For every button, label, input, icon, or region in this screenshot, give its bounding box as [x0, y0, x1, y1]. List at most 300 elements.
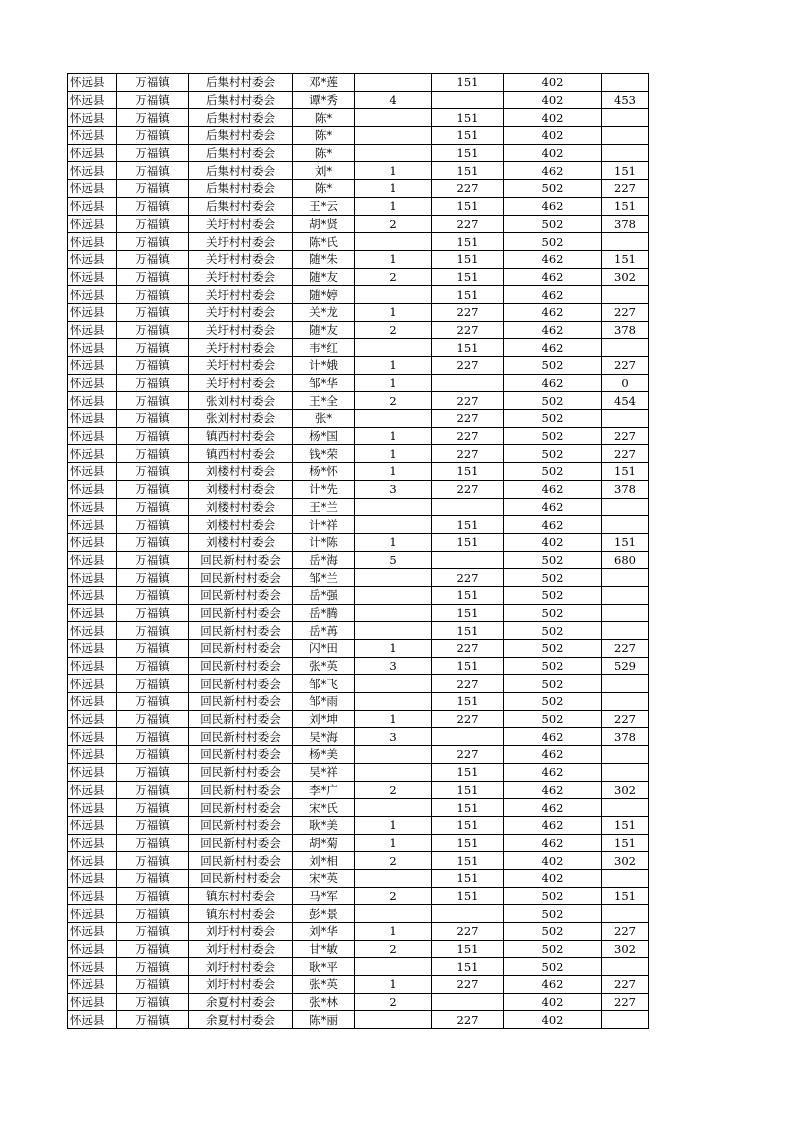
cell-village: 刘楼村村委会: [189, 516, 293, 534]
cell-v3: [602, 127, 649, 145]
cell-v1: 151: [432, 958, 504, 976]
cell-count: [355, 569, 432, 587]
cell-v1: [432, 993, 504, 1011]
cell-count: [355, 144, 432, 162]
cell-name: 邹*飞: [293, 675, 355, 693]
cell-v2: 462: [504, 746, 602, 764]
cell-county: 怀远县: [68, 887, 117, 905]
cell-county: 怀远县: [68, 162, 117, 180]
cell-v2: 462: [504, 976, 602, 994]
cell-count: [355, 410, 432, 428]
cell-village: 回民新村村委会: [189, 604, 293, 622]
cell-county: 怀远县: [68, 551, 117, 569]
table-row: [68, 516, 649, 534]
cell-village: 回民新村村委会: [189, 763, 293, 781]
cell-v3: [602, 604, 649, 622]
cell-v2: 502: [504, 463, 602, 481]
cell-county: 怀远县: [68, 675, 117, 693]
cell-county: 怀远县: [68, 357, 117, 375]
cell-village: 镇西村村委会: [189, 427, 293, 445]
cell-v3: [602, 569, 649, 587]
cell-v3: 151: [602, 533, 649, 551]
cell-v3: 378: [602, 728, 649, 746]
cell-v1: 227: [432, 180, 504, 198]
cell-village: 关圩村村委会: [189, 303, 293, 321]
cell-count: 2: [355, 215, 432, 233]
table-row: [68, 109, 649, 127]
records-table: [67, 73, 649, 1029]
cell-name: 邓*莲: [293, 74, 355, 92]
cell-county: 怀远县: [68, 586, 117, 604]
cell-v1: 227: [432, 215, 504, 233]
cell-v1: 151: [432, 604, 504, 622]
cell-v1: 151: [432, 852, 504, 870]
cell-village: 关圩村村委会: [189, 321, 293, 339]
cell-v2: 502: [504, 569, 602, 587]
cell-v2: 462: [504, 498, 602, 516]
cell-v2: 462: [504, 799, 602, 817]
cell-name: 甘*敏: [293, 940, 355, 958]
cell-name: 李*广: [293, 781, 355, 799]
cell-name: 宋*英: [293, 869, 355, 887]
cell-v2: 462: [504, 303, 602, 321]
cell-county: 怀远县: [68, 533, 117, 551]
cell-count: 1: [355, 923, 432, 941]
cell-v1: 227: [432, 640, 504, 658]
cell-name: 吴*祥: [293, 763, 355, 781]
cell-town: 万福镇: [117, 374, 189, 392]
table-row: [68, 993, 649, 1011]
cell-village: 回民新村村委会: [189, 834, 293, 852]
cell-name: 张*英: [293, 976, 355, 994]
cell-v1: 151: [432, 109, 504, 127]
cell-count: 2: [355, 321, 432, 339]
cell-count: 3: [355, 728, 432, 746]
cell-town: 万福镇: [117, 250, 189, 268]
cell-town: 万福镇: [117, 940, 189, 958]
cell-v3: 227: [602, 303, 649, 321]
cell-count: 1: [355, 427, 432, 445]
cell-v2: 462: [504, 162, 602, 180]
cell-v3: [602, 498, 649, 516]
cell-v2: 502: [504, 392, 602, 410]
cell-name: 闪*田: [293, 640, 355, 658]
cell-v3: 453: [602, 91, 649, 109]
cell-name: 杨*美: [293, 746, 355, 764]
cell-town: 万福镇: [117, 958, 189, 976]
cell-county: 怀远县: [68, 233, 117, 251]
cell-village: 刘楼村村委会: [189, 498, 293, 516]
cell-county: 怀远县: [68, 763, 117, 781]
cell-count: 2: [355, 887, 432, 905]
cell-count: 1: [355, 816, 432, 834]
table-row: [68, 215, 649, 233]
cell-village: 刘圩村村委会: [189, 923, 293, 941]
cell-v3: 151: [602, 197, 649, 215]
cell-name: 随*朱: [293, 250, 355, 268]
cell-village: 镇西村村委会: [189, 445, 293, 463]
cell-v1: [432, 728, 504, 746]
cell-v3: 302: [602, 852, 649, 870]
cell-village: 后集村村委会: [189, 197, 293, 215]
cell-count: [355, 604, 432, 622]
cell-v3: 529: [602, 657, 649, 675]
cell-county: 怀远县: [68, 746, 117, 764]
cell-name: 刘*: [293, 162, 355, 180]
cell-name: 胡*菊: [293, 834, 355, 852]
cell-count: 1: [355, 357, 432, 375]
table-row: [68, 427, 649, 445]
cell-name: 吴*海: [293, 728, 355, 746]
table-row: [68, 940, 649, 958]
cell-county: 怀远县: [68, 339, 117, 357]
table-row: [68, 498, 649, 516]
table-row: [68, 286, 649, 304]
cell-v2: 462: [504, 516, 602, 534]
cell-v3: 302: [602, 268, 649, 286]
cell-v1: 151: [432, 533, 504, 551]
cell-county: 怀远县: [68, 268, 117, 286]
cell-village: 回民新村村委会: [189, 746, 293, 764]
table-row: [68, 180, 649, 198]
cell-v3: 302: [602, 781, 649, 799]
cell-name: 关*龙: [293, 303, 355, 321]
cell-v3: 227: [602, 993, 649, 1011]
cell-count: [355, 763, 432, 781]
cell-count: [355, 1011, 432, 1029]
cell-v1: 151: [432, 586, 504, 604]
table-row: [68, 905, 649, 923]
cell-village: 回民新村村委会: [189, 657, 293, 675]
cell-v2: 402: [504, 91, 602, 109]
cell-county: 怀远县: [68, 427, 117, 445]
cell-county: 怀远县: [68, 869, 117, 887]
cell-county: 怀远县: [68, 852, 117, 870]
cell-v1: 227: [432, 1011, 504, 1029]
cell-count: 1: [355, 445, 432, 463]
cell-village: 后集村村委会: [189, 180, 293, 198]
cell-name: 刘*华: [293, 923, 355, 941]
cell-town: 万福镇: [117, 586, 189, 604]
cell-count: 1: [355, 197, 432, 215]
cell-v2: 502: [504, 586, 602, 604]
cell-county: 怀远县: [68, 799, 117, 817]
cell-county: 怀远县: [68, 728, 117, 746]
cell-count: 1: [355, 834, 432, 852]
cell-v3: [602, 693, 649, 711]
cell-count: 1: [355, 374, 432, 392]
cell-county: 怀远县: [68, 410, 117, 428]
cell-village: 后集村村委会: [189, 109, 293, 127]
cell-count: 2: [355, 392, 432, 410]
cell-v3: [602, 410, 649, 428]
cell-v1: 227: [432, 357, 504, 375]
cell-v2: 502: [504, 622, 602, 640]
cell-v2: 502: [504, 693, 602, 711]
cell-v1: 227: [432, 976, 504, 994]
cell-county: 怀远县: [68, 693, 117, 711]
cell-village: 后集村村委会: [189, 162, 293, 180]
table-row: [68, 197, 649, 215]
cell-v1: 151: [432, 781, 504, 799]
cell-name: 陈*丽: [293, 1011, 355, 1029]
cell-v3: 454: [602, 392, 649, 410]
cell-village: 后集村村委会: [189, 127, 293, 145]
cell-town: 万福镇: [117, 976, 189, 994]
cell-county: 怀远县: [68, 816, 117, 834]
cell-village: 刘楼村村委会: [189, 480, 293, 498]
cell-town: 万福镇: [117, 357, 189, 375]
cell-v1: 151: [432, 622, 504, 640]
table-row: [68, 657, 649, 675]
cell-county: 怀远县: [68, 215, 117, 233]
cell-v3: 378: [602, 321, 649, 339]
cell-v2: 462: [504, 728, 602, 746]
cell-v3: [602, 233, 649, 251]
cell-name: 随*友: [293, 321, 355, 339]
cell-name: 随*友: [293, 268, 355, 286]
cell-town: 万福镇: [117, 1011, 189, 1029]
cell-name: 陈*: [293, 144, 355, 162]
cell-name: 陈*: [293, 109, 355, 127]
cell-v3: [602, 1011, 649, 1029]
cell-v1: 151: [432, 339, 504, 357]
cell-count: [355, 799, 432, 817]
cell-village: 回民新村村委会: [189, 551, 293, 569]
table-row: [68, 763, 649, 781]
table-row: [68, 303, 649, 321]
cell-v2: 502: [504, 958, 602, 976]
cell-town: 万福镇: [117, 197, 189, 215]
cell-name: 刘*相: [293, 852, 355, 870]
table-row: [68, 728, 649, 746]
cell-count: [355, 127, 432, 145]
cell-v3: [602, 905, 649, 923]
cell-v2: 462: [504, 286, 602, 304]
cell-v1: 151: [432, 516, 504, 534]
cell-v2: 502: [504, 427, 602, 445]
cell-county: 怀远县: [68, 640, 117, 658]
cell-county: 怀远县: [68, 905, 117, 923]
table-row: [68, 604, 649, 622]
cell-count: 1: [355, 976, 432, 994]
cell-v1: 227: [432, 569, 504, 587]
cell-town: 万福镇: [117, 604, 189, 622]
table-row: [68, 392, 649, 410]
cell-v2: 502: [504, 215, 602, 233]
cell-v2: 462: [504, 763, 602, 781]
cell-v3: 227: [602, 445, 649, 463]
table-row: [68, 74, 649, 92]
cell-v2: 462: [504, 268, 602, 286]
cell-v2: 462: [504, 480, 602, 498]
cell-county: 怀远县: [68, 622, 117, 640]
cell-town: 万福镇: [117, 303, 189, 321]
cell-v1: 151: [432, 233, 504, 251]
cell-count: 2: [355, 781, 432, 799]
cell-v2: 462: [504, 374, 602, 392]
table-row: [68, 693, 649, 711]
table-row: [68, 1011, 649, 1029]
cell-count: [355, 675, 432, 693]
cell-county: 怀远县: [68, 976, 117, 994]
cell-v1: 227: [432, 427, 504, 445]
cell-v1: 151: [432, 834, 504, 852]
cell-v1: 151: [432, 799, 504, 817]
cell-count: [355, 286, 432, 304]
cell-v2: 502: [504, 923, 602, 941]
cell-name: 张*: [293, 410, 355, 428]
cell-v3: 680: [602, 551, 649, 569]
cell-v3: 227: [602, 427, 649, 445]
cell-name: 王*兰: [293, 498, 355, 516]
cell-count: [355, 746, 432, 764]
cell-county: 怀远县: [68, 569, 117, 587]
cell-v1: 151: [432, 463, 504, 481]
cell-county: 怀远县: [68, 1011, 117, 1029]
cell-v3: 151: [602, 816, 649, 834]
cell-village: 回民新村村委会: [189, 586, 293, 604]
cell-v1: 227: [432, 480, 504, 498]
cell-v2: 502: [504, 640, 602, 658]
cell-name: 彭*景: [293, 905, 355, 923]
cell-v1: 227: [432, 923, 504, 941]
cell-v1: 227: [432, 746, 504, 764]
cell-v3: 227: [602, 640, 649, 658]
cell-county: 怀远县: [68, 250, 117, 268]
cell-town: 万福镇: [117, 869, 189, 887]
cell-v3: [602, 799, 649, 817]
cell-count: [355, 869, 432, 887]
cell-v1: 151: [432, 268, 504, 286]
cell-v2: 502: [504, 604, 602, 622]
cell-count: 2: [355, 993, 432, 1011]
cell-village: 回民新村村委会: [189, 781, 293, 799]
cell-village: 关圩村村委会: [189, 339, 293, 357]
cell-v2: 462: [504, 781, 602, 799]
cell-count: [355, 498, 432, 516]
cell-v2: 502: [504, 675, 602, 693]
cell-v3: [602, 763, 649, 781]
cell-village: 后集村村委会: [189, 74, 293, 92]
cell-town: 万福镇: [117, 74, 189, 92]
cell-county: 怀远县: [68, 127, 117, 145]
cell-v2: 402: [504, 1011, 602, 1029]
cell-v2: 402: [504, 74, 602, 92]
cell-village: 刘圩村村委会: [189, 940, 293, 958]
cell-v1: 227: [432, 675, 504, 693]
cell-v1: 151: [432, 693, 504, 711]
cell-v3: 227: [602, 976, 649, 994]
cell-count: 5: [355, 551, 432, 569]
cell-name: 邹*华: [293, 374, 355, 392]
cell-village: 回民新村村委会: [189, 693, 293, 711]
table-row: [68, 976, 649, 994]
cell-name: 王*云: [293, 197, 355, 215]
cell-village: 回民新村村委会: [189, 799, 293, 817]
cell-name: 岳*腾: [293, 604, 355, 622]
cell-v2: 502: [504, 657, 602, 675]
cell-village: 余夏村村委会: [189, 1011, 293, 1029]
cell-village: 回民新村村委会: [189, 569, 293, 587]
cell-count: 3: [355, 480, 432, 498]
cell-count: [355, 693, 432, 711]
table-row: [68, 410, 649, 428]
cell-v3: [602, 339, 649, 357]
cell-name: 王*全: [293, 392, 355, 410]
cell-town: 万福镇: [117, 533, 189, 551]
cell-v3: [602, 109, 649, 127]
cell-town: 万福镇: [117, 410, 189, 428]
cell-village: 镇东村村委会: [189, 905, 293, 923]
cell-v1: 151: [432, 197, 504, 215]
cell-name: 张*林: [293, 993, 355, 1011]
table-row: [68, 746, 649, 764]
cell-county: 怀远县: [68, 374, 117, 392]
cell-v2: 502: [504, 940, 602, 958]
cell-name: 陈*: [293, 180, 355, 198]
cell-v1: [432, 91, 504, 109]
table-body: [68, 74, 649, 1029]
cell-village: 关圩村村委会: [189, 374, 293, 392]
cell-v3: [602, 74, 649, 92]
cell-county: 怀远县: [68, 498, 117, 516]
cell-count: [355, 233, 432, 251]
cell-town: 万福镇: [117, 622, 189, 640]
cell-v1: [432, 905, 504, 923]
cell-count: 1: [355, 250, 432, 268]
table-row: [68, 834, 649, 852]
cell-village: 后集村村委会: [189, 91, 293, 109]
cell-town: 万福镇: [117, 516, 189, 534]
cell-village: 后集村村委会: [189, 144, 293, 162]
cell-village: 刘楼村村委会: [189, 463, 293, 481]
cell-name: 杨*怀: [293, 463, 355, 481]
table-row: [68, 710, 649, 728]
cell-village: 刘圩村村委会: [189, 976, 293, 994]
cell-v3: [602, 144, 649, 162]
cell-name: 陈*: [293, 127, 355, 145]
cell-name: 耿*美: [293, 816, 355, 834]
cell-town: 万福镇: [117, 693, 189, 711]
table-row: [68, 569, 649, 587]
cell-town: 万福镇: [117, 551, 189, 569]
cell-village: 镇东村村委会: [189, 887, 293, 905]
cell-village: 回民新村村委会: [189, 852, 293, 870]
cell-v2: 502: [504, 233, 602, 251]
cell-county: 怀远县: [68, 180, 117, 198]
cell-v3: 302: [602, 940, 649, 958]
cell-v2: 502: [504, 887, 602, 905]
table-row: [68, 799, 649, 817]
cell-v3: 378: [602, 480, 649, 498]
cell-v1: 151: [432, 869, 504, 887]
cell-v1: 151: [432, 657, 504, 675]
cell-v3: [602, 869, 649, 887]
cell-name: 胡*贤: [293, 215, 355, 233]
cell-name: 邹*兰: [293, 569, 355, 587]
cell-town: 万福镇: [117, 923, 189, 941]
cell-v3: 227: [602, 357, 649, 375]
cell-village: 回民新村村委会: [189, 640, 293, 658]
cell-v1: 151: [432, 763, 504, 781]
cell-name: 计*祥: [293, 516, 355, 534]
cell-v3: 151: [602, 162, 649, 180]
cell-county: 怀远县: [68, 445, 117, 463]
cell-name: 计*陈: [293, 533, 355, 551]
cell-count: 1: [355, 180, 432, 198]
cell-count: [355, 958, 432, 976]
